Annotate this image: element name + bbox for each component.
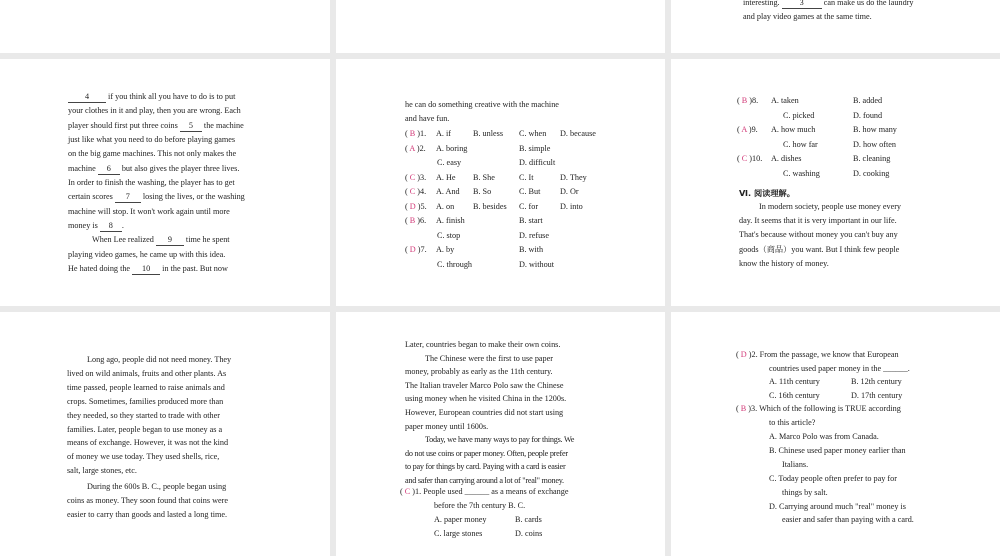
choice-option: B. simple xyxy=(519,143,551,153)
section-heading: Ⅵ. 阅读理解。 xyxy=(739,188,795,198)
choice-option: A. on xyxy=(436,201,455,211)
p9-q3-line-1: ( B )3. Which of the following is TRUE according xyxy=(736,404,901,413)
p5-line-2: and have fun. xyxy=(405,114,450,123)
paragraph-line: coins as money. They soon found that coins were xyxy=(67,496,228,505)
choice-option: A. by xyxy=(436,245,455,254)
paragraph-line: day. It seems that it is very important in our life. xyxy=(739,216,897,226)
paragraph-line: easier to carry than goods and lasted a long time. xyxy=(67,509,228,519)
paragraph-line: of money we use today. They used shells, rice, xyxy=(67,452,220,462)
choice-option: A. how much xyxy=(771,125,816,134)
paragraph-line: crops. Sometimes, families produced more than xyxy=(67,396,224,406)
page-panel-1 xyxy=(0,0,330,53)
paragraph-line: salt, large stones, etc. xyxy=(67,466,137,476)
p8-q1-opt-b: B. cards xyxy=(515,515,542,524)
paragraph-line: know the history of money. xyxy=(739,258,829,268)
choice-option: D. into xyxy=(560,201,583,211)
page-panel-3 xyxy=(671,0,1000,53)
choice-option: D. how often xyxy=(853,139,896,149)
choice-option: B. besides xyxy=(473,201,507,211)
answer-letter: A xyxy=(741,125,747,134)
answer-letter: D xyxy=(409,245,416,254)
answer-letter: B xyxy=(409,216,416,225)
p8-q1-line-1: ( C )1. People used ______ as a means of exchange xyxy=(400,487,569,496)
choice-option: C. washing xyxy=(783,168,820,178)
p4-line-6: machine 6 but also gives the player three lives. xyxy=(68,164,240,173)
choice-option: C. when xyxy=(519,129,547,138)
choice-item: ( D )5. xyxy=(405,201,427,211)
p9-q2-opt-b: B. 12th century xyxy=(851,377,902,386)
choice-option: D. Or xyxy=(560,187,579,196)
choice-option: C. Today people often prefer to pay for xyxy=(769,473,897,483)
paragraph-line: to pay for things by card. Paying with a card is easier xyxy=(405,462,566,472)
choice-option: D. without xyxy=(519,259,555,269)
p4-line-2: your clothes in it and play, then you are wrong. Each xyxy=(68,106,241,115)
choice-option: C. for xyxy=(519,201,539,211)
page-panel-9 xyxy=(671,312,1000,556)
p9-q3-line-2: to this article? xyxy=(769,418,816,427)
choice-item: ( A )9. xyxy=(737,125,758,134)
p3-line-2: and play video games at the same time. xyxy=(743,12,872,21)
p9-q2-line-1: ( D )2. From the passage, we know that European xyxy=(736,350,899,359)
p4-line-12: playing video games, he came up with this idea. xyxy=(68,250,226,259)
choice-option: C. picked xyxy=(783,110,815,120)
choice-item: ( C )3. xyxy=(405,172,427,182)
paragraph-line: That's because without money you can't buy any xyxy=(739,230,898,240)
paragraph-line: paper money until 1600s. xyxy=(405,421,489,431)
choice-item: ( B )6. xyxy=(405,216,427,225)
choice-option: B. unless xyxy=(473,129,504,138)
paragraph-line: money, probably as early as the 11th century. xyxy=(405,367,553,377)
p3-line-1: interesting. 3 can make us do the laundry xyxy=(743,0,914,7)
p4-line-10: money is 8 . xyxy=(68,221,124,230)
p9-q2-opt-c: C. 16th century xyxy=(769,391,820,400)
choice-option: C. through xyxy=(437,259,473,269)
paragraph-line: do not use coins or paper money. Often, people prefer xyxy=(405,448,568,458)
paragraph-line: time passed, people learned to raise animals and xyxy=(67,382,225,392)
answer-letter: A xyxy=(409,143,415,153)
paragraph-line: lived on wild animals, fruits and other plants. As xyxy=(67,368,227,378)
choice-option: D. found xyxy=(853,110,883,120)
choice-option: B. So xyxy=(473,187,492,196)
page-panel-6 xyxy=(671,59,1000,306)
choice-option: B. cleaning xyxy=(853,154,891,163)
choice-option: things by salt. xyxy=(782,487,828,497)
choice-option: D. Carrying around much "real" money is xyxy=(769,501,906,511)
p9-q2-opt-d: D. 17th century xyxy=(851,391,903,400)
choice-option: A. taken xyxy=(771,96,799,105)
answer-letter: C xyxy=(741,154,748,163)
choice-item: ( C )10. xyxy=(737,154,763,163)
p9-q2-line-2: countries used paper money in the ______. xyxy=(769,364,910,373)
paragraph-line: means of exchange. However, it was not the kind xyxy=(67,438,229,448)
p4-line-8: certain scores 7 losing the lives, or the washing xyxy=(68,192,245,201)
p5-line-1: he can do something creative with the machine xyxy=(405,100,559,109)
choice-option: D. cooking xyxy=(853,168,890,178)
paragraph-line: Long ago, people did not need money. They xyxy=(87,355,232,364)
p8-q1-line-2: before the 7th century B. C. xyxy=(434,501,526,510)
choice-option: C. But xyxy=(519,187,541,196)
choice-option: D. difficult xyxy=(519,158,556,167)
page-panel-7 xyxy=(0,312,330,556)
paragraph-line: and safer than carrying around a lot of "real" money. xyxy=(405,476,564,485)
paragraph-line: The Italian traveler Marco Polo saw the Chinese xyxy=(405,380,564,390)
answer-letter: C xyxy=(409,187,416,196)
paragraph-line: However, European countries did not start using xyxy=(405,408,564,417)
paragraph-line: they needed, so they started to trade with other xyxy=(67,410,221,420)
answer-letter: D xyxy=(409,201,416,211)
paragraph-line: goods（商品）you want. But I think few people xyxy=(739,244,900,254)
paragraph-line: families. Later, people began to use money as a xyxy=(67,424,223,434)
paragraph-line: In modern society, people use money every xyxy=(759,202,902,211)
choice-option: B. start xyxy=(519,216,543,225)
p8-q1-opt-c: C. large stones xyxy=(434,529,483,538)
page-panel-8 xyxy=(336,312,665,556)
p4-line-4: just like what you need to do before playing games xyxy=(68,135,236,144)
answer-letter: C xyxy=(409,172,416,182)
choice-option: C. It xyxy=(519,172,534,182)
choice-option: C. easy xyxy=(437,158,462,167)
choice-option: B. added xyxy=(853,96,883,105)
choice-option: B. She xyxy=(473,172,495,182)
paragraph-line: Today, we have many ways to pay for things. We xyxy=(425,435,575,445)
p4-line-11: When Lee realized 9 time he spent xyxy=(92,235,230,244)
choice-item: ( B )1. xyxy=(405,129,427,138)
choice-option: A. And xyxy=(436,187,460,196)
p4-line-5: on the big game machines. This not only makes the xyxy=(68,149,237,158)
answer-letter: B xyxy=(741,96,748,105)
page-panel-4 xyxy=(0,59,330,306)
paragraph-line: The Chinese were the first to use paper xyxy=(425,353,553,363)
choice-option: B. Chinese used paper money earlier than xyxy=(769,445,906,455)
choice-item: ( D )7. xyxy=(405,245,427,254)
choice-option: A. dishes xyxy=(771,154,802,163)
choice-option: easier and safer than paying with a card. xyxy=(782,515,914,525)
page-panel-2 xyxy=(336,0,665,53)
page-panel-5 xyxy=(336,59,665,306)
choice-option: A. finish xyxy=(436,216,465,225)
choice-option: B. how many xyxy=(853,125,897,134)
choice-option: C. stop xyxy=(437,230,461,240)
p4-line-9: machine will stop. It won't work again until more xyxy=(68,207,230,216)
choice-option: D. refuse xyxy=(519,230,550,240)
p4-line-3: player should first put three coins 5 the machine xyxy=(68,121,244,130)
p8-q1-opt-d: D. coins xyxy=(515,529,543,538)
answer-letter: B xyxy=(409,129,416,138)
choice-option: C. how far xyxy=(783,139,818,149)
choice-item: ( A )2. xyxy=(405,143,426,153)
p8-q1-opt-a: A. paper money xyxy=(434,515,487,524)
choice-option: A. Marco Polo was from Canada. xyxy=(769,432,879,441)
p9-q2-opt-a: A. 11th century xyxy=(769,377,820,386)
choice-option: A. if xyxy=(436,129,452,138)
p4-line-7: In order to finish the washing, the player has to get xyxy=(68,178,235,187)
p4-line-1: 4 if you think all you have to do is to put xyxy=(68,90,235,104)
choice-item: ( B )8. xyxy=(737,96,759,105)
choice-option: D. because xyxy=(560,129,596,138)
paragraph-line: During the 600s B. C., people began using xyxy=(87,482,227,492)
paragraph-line: Later, countries began to make their own coins. xyxy=(405,340,561,349)
p4-line-13: He hated doing the 10 in the past. But now xyxy=(68,264,228,273)
choice-option: D. They xyxy=(560,172,587,182)
choice-item: ( C )4. xyxy=(405,187,427,196)
choice-option: A. He xyxy=(436,172,456,182)
choice-option: Italians. xyxy=(782,459,809,469)
choice-option: A. boring xyxy=(436,143,468,153)
choice-option: B. with xyxy=(519,245,544,254)
paragraph-line: using money when he visited China in the 1200s. xyxy=(405,394,567,404)
